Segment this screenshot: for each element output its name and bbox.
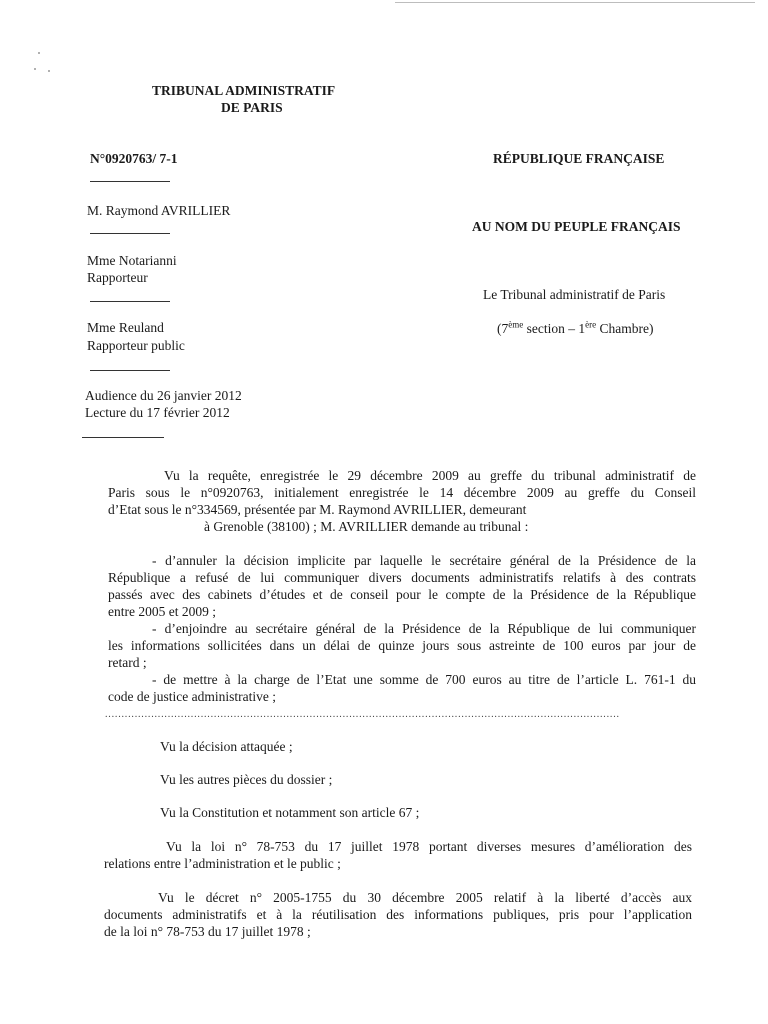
divider: [90, 370, 170, 371]
claimant-name: M. Raymond AVRILLIER: [87, 203, 231, 218]
vu-decret-paragraph: [104, 889, 692, 940]
request-line: retard ;: [108, 655, 147, 670]
divider: [90, 181, 170, 182]
scan-speck: [34, 68, 36, 70]
divider: [90, 301, 170, 302]
request-line: entre 2005 et 2009 ;: [108, 604, 216, 619]
vu-pieces: Vu les autres pièces du dossier ;: [160, 772, 333, 787]
court-name-line1: TRIBUNAL ADMINISTRATIF: [152, 83, 336, 98]
hearing-date: Audience du 26 janvier 2012: [85, 388, 242, 403]
chamber-mid: section – 1: [523, 321, 586, 336]
request-line: - d’enjoindre au secrétaire général de la Présidence de la République de lui communiquer: [152, 621, 696, 636]
intro-line: à Grenoble (38100) ; M. AVRILLIER demande au tribunal :: [204, 519, 529, 534]
intro-line: Paris sous le n°0920763, initialement enregistrée le 14 décembre 2009 au greffe du Conseil: [108, 485, 696, 500]
vu-decret-line: de la loi n° 78-753 du 17 juillet 1978 ;: [104, 924, 311, 939]
chamber-sup-eme: ème: [508, 319, 524, 330]
intro-paragraph: [108, 467, 696, 535]
republic-heading: RÉPUBLIQUE FRANÇAISE: [493, 151, 665, 166]
public-rapporteur-role: Rapporteur public: [87, 338, 185, 353]
intro-line: d’Etat sous le n°334569, présentée par M. Raymond AVRILLIER, demeurant: [108, 502, 527, 517]
scan-speck: [48, 70, 50, 72]
request-line: - de mettre à la charge de l’Etat une somme de 700 euros au titre de l’article L. 761-1 du: [152, 672, 696, 687]
chamber-open: (7: [497, 321, 509, 336]
request-line: les informations sollicitées dans un délai de quinze jours sous astreinte de 100 euros par jour de: [108, 638, 696, 653]
case-number: N°0920763/ 7-1: [90, 151, 178, 166]
vu-decret-line: documents administratifs et à la réutilisation des informations publiques, pris pour l’application: [104, 907, 692, 922]
vu-loi-line: Vu la loi n° 78-753 du 17 juillet 1978 portant diverses mesures d’amélioration des: [166, 839, 692, 854]
divider: [82, 437, 164, 438]
chamber-close: Chambre): [596, 321, 654, 336]
scan-edge-line: [395, 2, 755, 3]
court-name: [152, 83, 335, 99]
rapporteur-role: Rapporteur: [87, 270, 148, 285]
requests-paragraph: [108, 552, 696, 705]
court-city: [221, 100, 283, 116]
vu-loi-paragraph: [104, 838, 692, 872]
request-line: - d’annuler la décision implicite par laquelle le secrétaire général de la Présidence de la: [152, 553, 696, 568]
request-line: code de justice administrative ;: [108, 689, 276, 704]
vu-decision: Vu la décision attaquée ;: [160, 739, 293, 754]
chamber-label: [497, 321, 653, 337]
vu-constitution: Vu la Constitution et notamment son article 67 ;: [160, 805, 420, 820]
scan-speck: [38, 52, 40, 54]
tribunal-label: Le Tribunal administratif de Paris: [483, 287, 666, 302]
court-name-line2: DE PARIS: [221, 100, 283, 115]
divider: [90, 233, 170, 234]
reading-date: Lecture du 17 février 2012: [85, 405, 230, 420]
rapporteur-name: Mme Notarianni: [87, 253, 177, 268]
people-heading: AU NOM DU PEUPLE FRANÇAIS: [472, 219, 681, 234]
chamber-sup-ere: ère: [585, 319, 597, 330]
dotted-separator: ............................................................................................................................................................: [105, 709, 620, 720]
vu-loi-line: relations entre l’administration et le public ;: [104, 856, 341, 871]
request-line: République a refusé de lui communiquer divers documents administratifs relatifs à des contrats: [108, 570, 696, 585]
request-line: passés avec des cabinets d’études et de conseil pour le compte de la Présidence de la République: [108, 587, 696, 602]
intro-line: Vu la requête, enregistrée le 29 décembre 2009 au greffe du tribunal administratif de: [164, 468, 696, 483]
public-rapporteur-name: Mme Reuland: [87, 320, 164, 335]
vu-decret-line: Vu le décret n° 2005-1755 du 30 décembre 2005 relatif à la liberté d’accès aux: [158, 890, 692, 905]
